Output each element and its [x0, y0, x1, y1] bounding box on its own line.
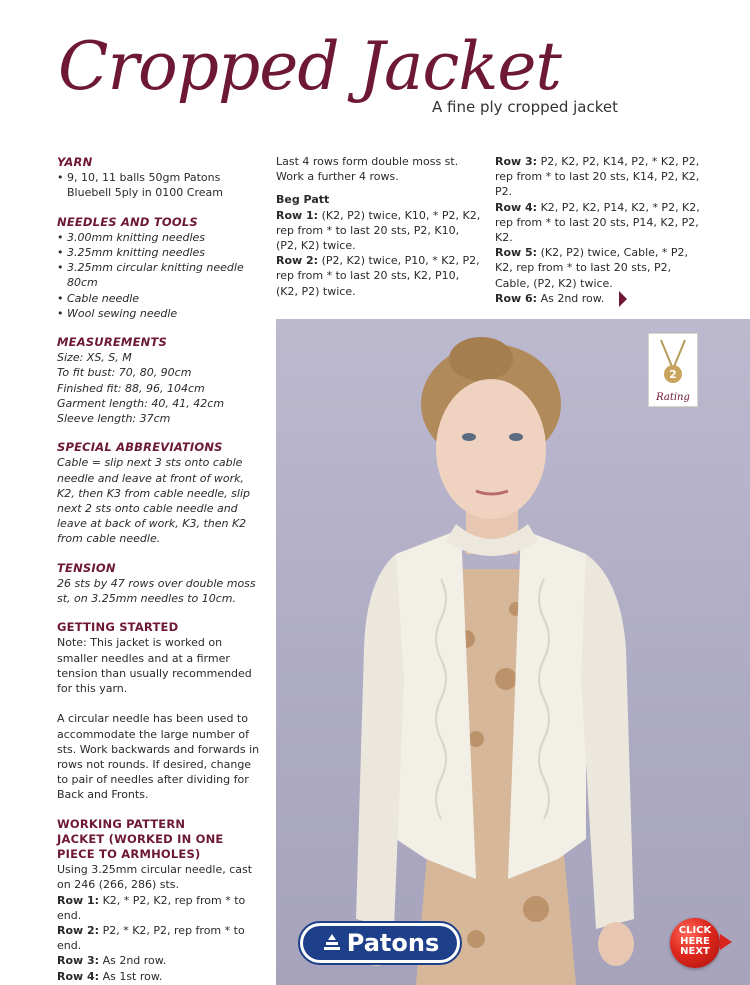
- pattern-row: Row 3: As 2nd row.: [57, 954, 167, 968]
- click-here-next-button[interactable]: [670, 918, 720, 968]
- pattern-row: Row 4: K2, P2, K2, P14, K2, * P2, K2, rep from * to last 20 sts, P14, K2, P2, K2.: [495, 200, 700, 245]
- needles-list: [57, 230, 265, 321]
- measurement-line: Sleeve length: 37cm: [57, 412, 171, 426]
- beg-patt-heading: Beg Patt: [276, 193, 330, 207]
- brand-name: Patons: [346, 929, 440, 957]
- getting-started-heading: GETTING STARTED: [57, 620, 179, 635]
- page-title: Cropped Jacket: [58, 28, 561, 105]
- tension-text: 26 sts by 47 rows over double moss st, on 3.25mm needles to 10cm.: [57, 576, 256, 606]
- tension-section: [57, 561, 265, 607]
- pattern-row: Row 3: P2, K2, P2, K14, P2, * K2, P2, rep from * to last 20 sts, K14, P2, K2, P2.: [495, 155, 700, 199]
- abbreviations-heading: SPECIAL ABBREVIATIONS: [57, 440, 223, 455]
- list-item: • 9, 10, 11 balls 50gm Patons Bluebell 5ply in 0100 Cream: [57, 170, 265, 200]
- continue-arrow-icon: [619, 291, 627, 307]
- working-pattern-heading: WORKING PATTERN: [57, 816, 186, 831]
- yarn-list: [57, 170, 265, 200]
- working-pattern-section: [57, 817, 265, 984]
- pattern-row: Row 5: (K2, P2) twice, Cable, * P2, K2, rep from * to last 20 sts, P2, Cable, (P2, K2) twice.: [495, 246, 689, 290]
- pattern-row: Row 4: As 1st row.: [57, 969, 163, 983]
- needles-heading: NEEDLES AND TOOLS: [57, 214, 198, 229]
- next-arrow-icon[interactable]: [720, 934, 732, 950]
- click-here-next-label: CLICK HERE NEXT: [678, 925, 712, 957]
- column-2: [276, 154, 482, 299]
- yarn-stack-icon: [321, 932, 343, 954]
- getting-started-text: A circular needle has been used to accommodate the large number of sts. Work backwards and forwards in rows not rounds. If desired, change to pair of needles after dividing for Back and Fronts.: [57, 712, 260, 802]
- measurements-heading: MEASUREMENTS: [57, 335, 167, 350]
- yarn-heading: YARN: [57, 155, 93, 169]
- page-subtitle: A fine ply cropped jacket: [432, 98, 619, 116]
- jacket-subheading: JACKET (WORKED IN ONE PIECE TO ARMHOLES): [57, 831, 224, 861]
- pattern-row: Row 1: K2, * P2, K2, rep from * to end.: [57, 893, 246, 922]
- pattern-row: Row 2: P2, * K2, P2, rep from * to end.: [57, 923, 245, 953]
- tension-heading: TENSION: [57, 560, 116, 575]
- getting-started-section: [57, 620, 265, 802]
- list-item: • 3.25mm circular knitting needle 80cm: [57, 260, 265, 290]
- knitting-needles-icon: [649, 334, 697, 406]
- double-moss-text: Last 4 rows form double moss st. Work a further 4 rows.: [276, 155, 459, 184]
- abbreviations-text: Cable = slip next 3 sts onto cable needle and leave at front of work, K2, then K3 from cable needle, slip next 2 sts onto cable needle and leave at back of work, K3, then K2 from cable needle.: [57, 456, 250, 546]
- patons-logo: [298, 921, 462, 965]
- pattern-row: Row 6: As 2nd row.: [495, 291, 605, 305]
- measurement-line: Size: XS, S, M: [57, 351, 132, 365]
- list-item: • Cable needle: [57, 291, 265, 306]
- pattern-row: Row 2: (P2, K2) twice, P10, * K2, P2, rep from * to last 20 sts, K2, P10, (K2, P2) twice.: [276, 254, 480, 298]
- rating-badge: [648, 333, 698, 407]
- cast-on-text: Using 3.25mm circular needle, cast on 246 (266, 286) sts.: [57, 863, 253, 892]
- yarn-section: [57, 155, 265, 201]
- rating-label: Rating: [656, 392, 690, 403]
- measurement-line: Finished fit: 88, 96, 104cm: [57, 381, 205, 395]
- column-3: [495, 154, 701, 306]
- model-photo: [276, 319, 750, 985]
- column-1: [57, 155, 265, 984]
- needles-section: [57, 215, 265, 321]
- rating-value: 2: [669, 368, 677, 381]
- list-item: • 3.00mm knitting needles: [57, 230, 265, 245]
- measurement-line: Garment length: 40, 41, 42cm: [57, 396, 225, 410]
- list-item: • Wool sewing needle: [57, 306, 265, 321]
- pattern-row: Row 1: (K2, P2) twice, K10, * P2, K2, rep from * to last 20 sts, P2, K10, (P2, K2) twice.: [276, 208, 481, 253]
- measurements-section: [57, 335, 265, 426]
- model-illustration: [276, 319, 750, 985]
- getting-started-note: Note: This jacket is worked on smaller needles and at a firmer tension than usually recommended for this yarn.: [57, 636, 252, 696]
- list-item: • 3.25mm knitting needles: [57, 245, 265, 260]
- measurement-line: To fit bust: 70, 80, 90cm: [57, 366, 192, 380]
- abbreviations-section: [57, 440, 265, 546]
